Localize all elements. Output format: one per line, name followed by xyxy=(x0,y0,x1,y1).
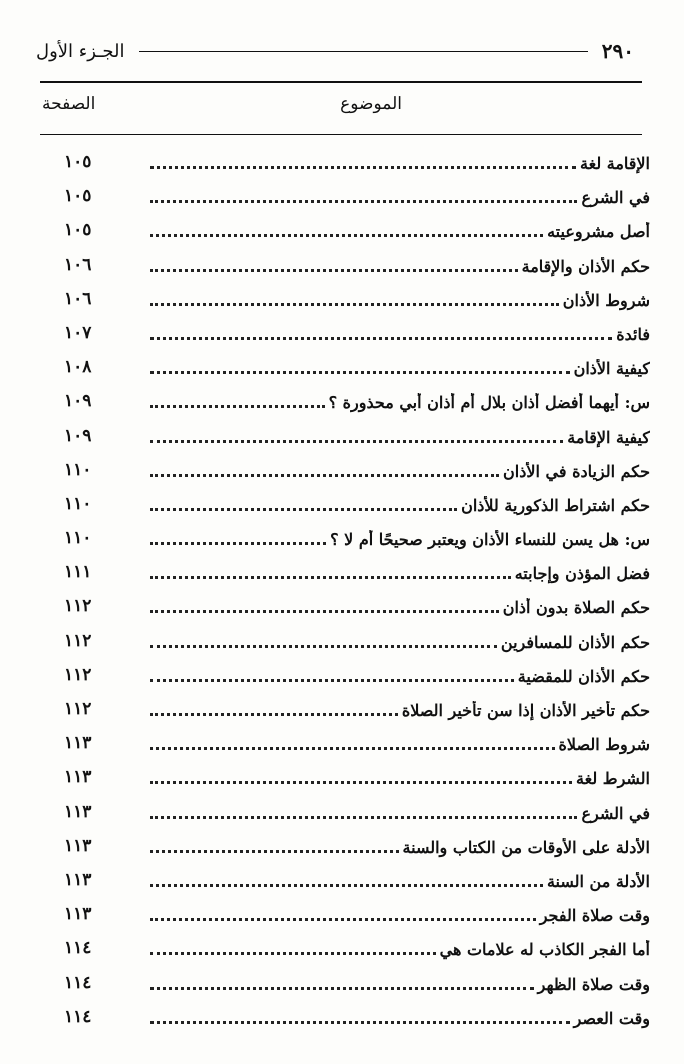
column-headers xyxy=(40,92,642,132)
toc-entry xyxy=(0,934,684,968)
dot-leader xyxy=(150,200,577,203)
toc-entry-page: ١١١ xyxy=(64,562,92,583)
toc-entry-title-wrap xyxy=(150,393,650,417)
toc-entry xyxy=(0,1003,684,1037)
toc-entry xyxy=(0,592,684,626)
toc-entry-title: حكم الزيادة في الأذان xyxy=(503,461,650,481)
page-number: ٢٩٠ xyxy=(601,39,634,63)
toc-entry-title-wrap xyxy=(150,838,650,862)
toc-entry-title: الأدلة على الأوقات من الكتاب والسنة xyxy=(402,837,650,857)
toc-entry-title: فائدة xyxy=(616,324,650,344)
toc-entry-page: ١٠٥ xyxy=(64,220,92,241)
toc-entry-page: ١١٣ xyxy=(64,801,92,822)
dot-leader xyxy=(150,508,457,511)
toc-entry-page: ١١٢ xyxy=(64,664,92,685)
toc-entry-title: وقت صلاة الفجر xyxy=(539,906,650,926)
toc-entry-page: ١١٣ xyxy=(64,767,92,788)
toc-entry-page: ١١٤ xyxy=(64,1006,92,1027)
dot-leader xyxy=(150,884,543,887)
toc-entry-title-wrap xyxy=(150,188,650,212)
toc-entry-page: ١١٣ xyxy=(64,835,92,856)
dot-leader xyxy=(150,918,536,921)
toc-entry xyxy=(0,216,684,250)
toc-entry xyxy=(0,695,684,729)
dot-leader xyxy=(150,166,576,169)
toc-entry-title: س: هل يسن للنساء الأذان ويعتبر صحيحًا أم لا ؟ xyxy=(330,530,650,550)
toc-entry-title-wrap xyxy=(150,598,650,622)
toc-entry-title-wrap xyxy=(150,667,650,691)
toc-entry-page: ١١٢ xyxy=(64,596,92,617)
toc-entry-page: ١٠٩ xyxy=(64,425,92,446)
toc-entry-title-wrap xyxy=(150,359,650,383)
dot-leader xyxy=(150,610,499,613)
dot-leader xyxy=(150,234,543,237)
toc-entry-title-wrap xyxy=(150,496,650,520)
dot-leader xyxy=(150,850,399,853)
toc-entry-title-wrap xyxy=(150,257,650,281)
dot-leader xyxy=(150,474,499,477)
toc-entry xyxy=(0,866,684,900)
toc-entry xyxy=(0,661,684,695)
toc-entry-title: وقت العصر xyxy=(573,1008,650,1028)
toc-entry-page: ١٠٥ xyxy=(64,152,92,172)
toc-entry-title-wrap xyxy=(150,633,650,657)
subject-column-header: الموضوع xyxy=(340,94,402,114)
toc-entry-title-wrap xyxy=(150,872,650,896)
toc-entry-title-wrap xyxy=(150,804,650,828)
toc-entry-title: فضل المؤذن وإجابته xyxy=(514,564,650,584)
toc-entry xyxy=(0,387,684,421)
toc-entry xyxy=(0,353,684,387)
toc-list xyxy=(0,148,684,1037)
toc-entry xyxy=(0,251,684,285)
dot-leader xyxy=(150,713,398,716)
dot-leader xyxy=(150,337,612,340)
dot-leader xyxy=(150,952,436,955)
toc-entry-page: ١١٢ xyxy=(64,699,92,719)
toc-entry-title-wrap xyxy=(150,735,650,759)
toc-entry xyxy=(0,319,684,353)
dot-leader xyxy=(150,303,559,306)
toc-entry xyxy=(0,798,684,832)
toc-entry-title: شروط الصلاة xyxy=(558,735,650,755)
toc-entry xyxy=(0,524,684,558)
dot-leader xyxy=(150,440,563,443)
dot-leader xyxy=(150,405,325,408)
toc-entry-title: حكم الأذان للمقضية xyxy=(517,666,650,686)
toc-entry-title: س: أيهما أفضل أذان بلال أم أذان أبي محذورة ؟ xyxy=(328,393,650,413)
toc-entry xyxy=(0,490,684,524)
dot-leader xyxy=(150,747,555,750)
toc-entry xyxy=(0,900,684,934)
toc-entry-page: ١١٠ xyxy=(64,459,92,480)
dot-leader xyxy=(150,576,511,579)
toc-entry-title: الإقامة لغة xyxy=(580,154,650,173)
dot-leader xyxy=(150,987,534,990)
header-line xyxy=(139,51,588,52)
toc-entry-title: حكم تأخير الأذان إذا سن تأخير الصلاة xyxy=(401,701,650,720)
toc-entry xyxy=(0,285,684,319)
toc-entry-title-wrap xyxy=(150,428,650,452)
toc-entry-title: الأدلة من السنة xyxy=(546,871,650,891)
toc-entry-title-wrap xyxy=(150,701,650,725)
toc-entry-title-wrap xyxy=(150,1009,650,1033)
toc-entry-title: أما الفجر الكاذب له علامات هي xyxy=(439,940,650,960)
dot-leader xyxy=(150,371,570,374)
header-divider xyxy=(40,81,642,83)
toc-entry-page: ١١٣ xyxy=(64,869,92,890)
toc-entry-title-wrap xyxy=(150,462,650,486)
dot-leader xyxy=(150,645,497,648)
toc-entry-title: حكم الصلاة بدون أذان xyxy=(502,598,650,618)
toc-entry-title: شروط الأذان xyxy=(562,290,650,310)
dot-leader xyxy=(150,781,572,784)
toc-entry-title-wrap xyxy=(150,940,650,964)
toc-entry xyxy=(0,558,684,592)
toc-entry-title: الشرط لغة xyxy=(576,769,650,789)
toc-entry xyxy=(0,148,684,182)
toc-entry-page: ١١٤ xyxy=(64,938,92,959)
toc-entry xyxy=(0,182,684,216)
column-divider xyxy=(40,134,642,135)
toc-entry-title: وقت صلاة الظهر xyxy=(537,974,650,994)
toc-entry-title: أصل مشروعيته xyxy=(547,222,650,242)
page-column-header: الصفحة xyxy=(42,94,96,114)
toc-entry-title: حكم اشتراط الذكورية للأذان xyxy=(461,495,650,515)
toc-entry-page: ١٠٨ xyxy=(64,357,92,378)
toc-entry-page: ١١٠ xyxy=(64,528,92,549)
toc-entry-page: ١٠٦ xyxy=(64,254,92,275)
toc-entry-page: ١١٣ xyxy=(64,733,92,754)
toc-entry-title: كيفية الإقامة xyxy=(567,427,650,447)
part-title: الجـزء الأول xyxy=(36,40,125,62)
toc-entry xyxy=(0,456,684,490)
toc-entry-page: ١١٠ xyxy=(64,493,92,514)
toc-entry-page: ١١٣ xyxy=(64,904,92,925)
dot-leader xyxy=(150,542,326,545)
running-header xyxy=(36,36,634,66)
toc-entry-title: حكم الأذان للمسافرين xyxy=(500,632,650,652)
toc-entry xyxy=(0,969,684,1003)
toc-entry-title-wrap xyxy=(150,975,650,999)
dot-leader xyxy=(150,269,518,272)
toc-entry-page: ١٠٥ xyxy=(64,186,92,207)
toc-entry-title-wrap xyxy=(150,564,650,588)
toc-entry-title: حكم الأذان والإقامة xyxy=(521,256,650,276)
toc-entry-page: ١٠٧ xyxy=(64,322,92,343)
toc-entry-title: في الشرع xyxy=(581,803,650,823)
toc-entry-title-wrap xyxy=(150,530,650,554)
toc-entry-page: ١٠٩ xyxy=(64,391,92,412)
toc-entry xyxy=(0,729,684,763)
toc-entry-title-wrap xyxy=(150,769,650,793)
dot-leader xyxy=(150,816,577,819)
dot-leader xyxy=(150,679,514,682)
toc-entry-title-wrap xyxy=(150,325,650,349)
dot-leader xyxy=(150,1021,570,1024)
toc-entry-page: ١١٤ xyxy=(64,972,92,993)
toc-entry-page: ١١٢ xyxy=(64,630,92,651)
toc-entry-title: في الشرع xyxy=(581,188,650,208)
toc-entry xyxy=(0,627,684,661)
toc-entry-title-wrap xyxy=(150,906,650,930)
toc-entry-title: كيفية الأذان xyxy=(573,359,650,379)
toc-entry xyxy=(0,832,684,866)
toc-entry-title-wrap xyxy=(150,154,650,178)
toc-entry-page: ١٠٦ xyxy=(64,288,92,309)
toc-entry-title-wrap xyxy=(150,291,650,315)
toc-entry xyxy=(0,422,684,456)
toc-entry-title-wrap xyxy=(150,222,650,246)
toc-entry xyxy=(0,763,684,797)
